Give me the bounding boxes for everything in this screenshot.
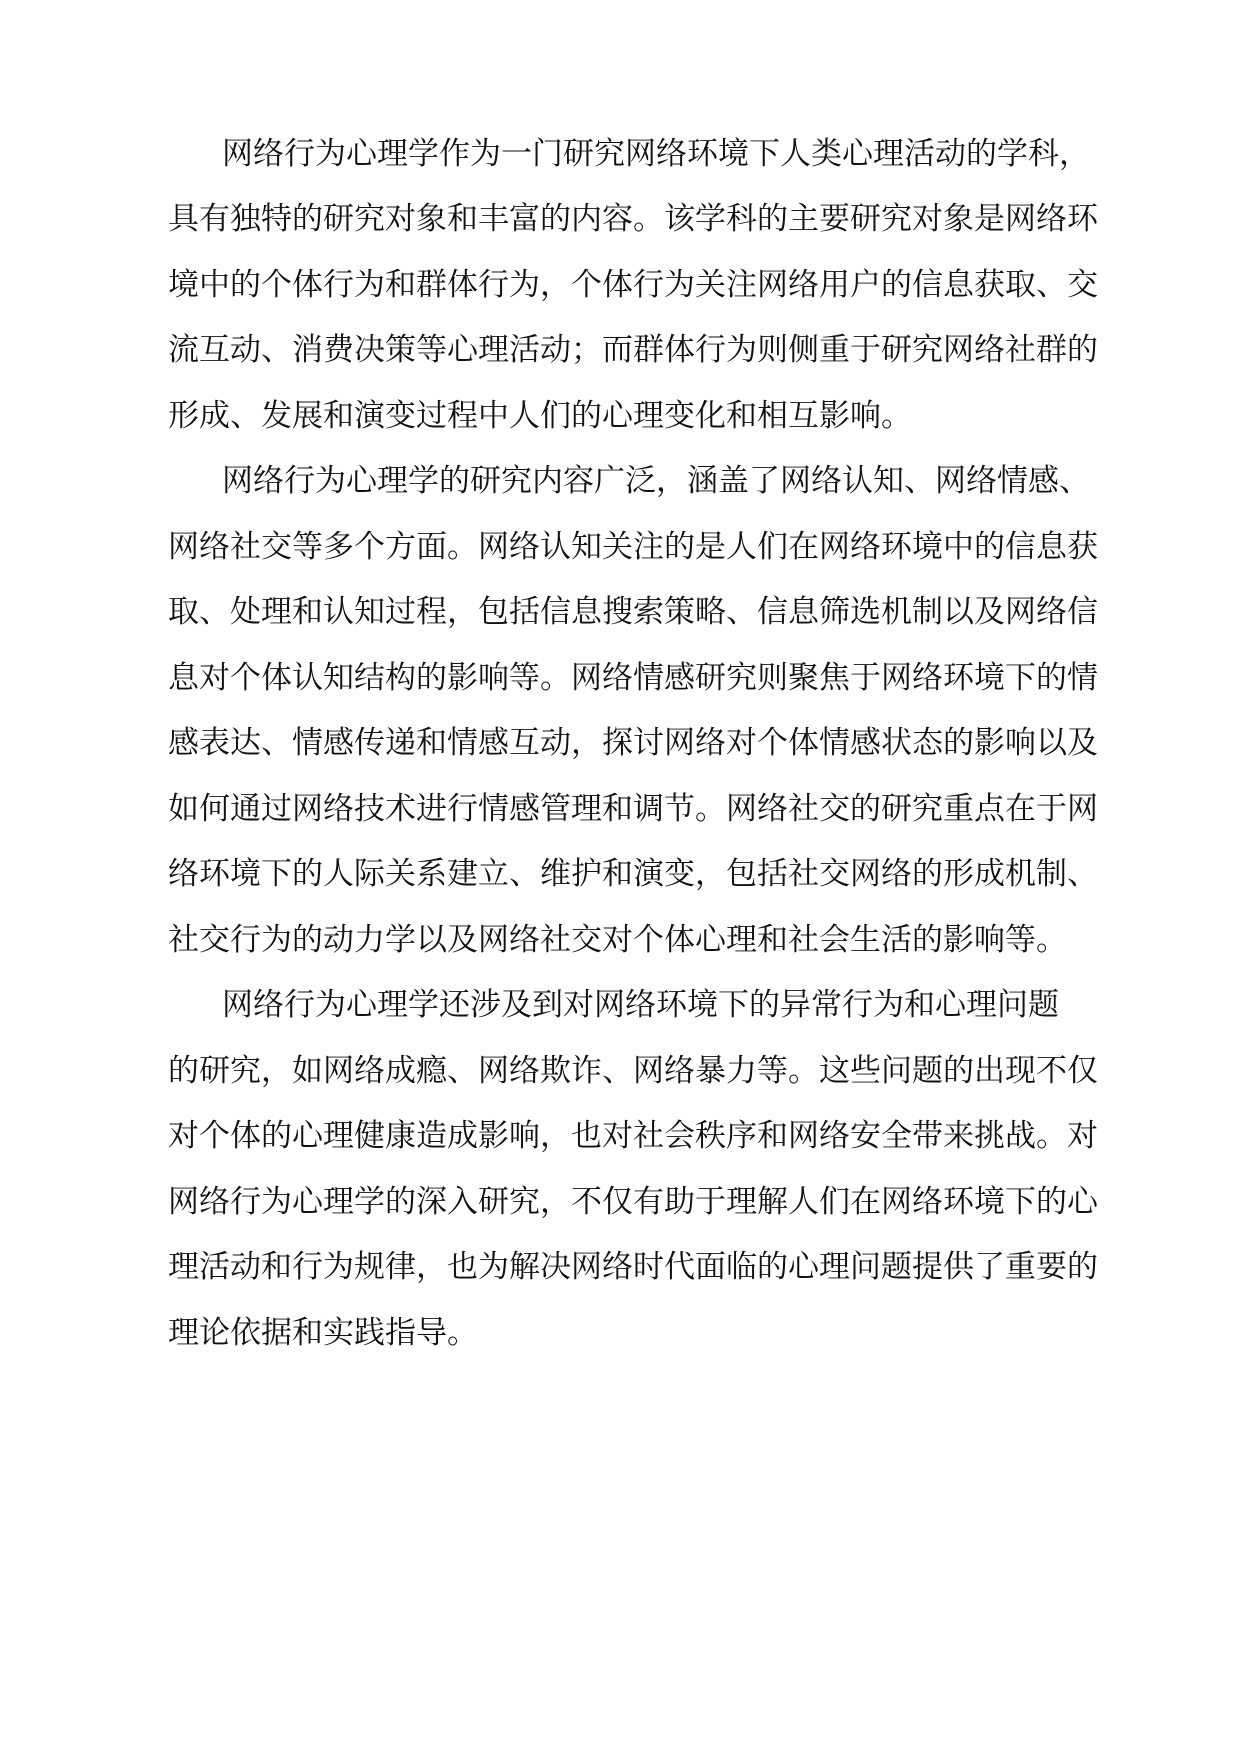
paragraph-3-line-4: 网络行为心理学的深入研究，不仅有助于理解人们在网络环境下的心 — [168, 1184, 1098, 1220]
paragraph-2-line-3: 取、处理和认知过程，包括信息搜索策略、信息筛选机制以及网络信 — [168, 594, 1098, 630]
paragraph-2-line-5: 感表达、情感传递和情感互动，探讨网络对个体情感状态的影响以及 — [168, 725, 1098, 761]
paragraph-3-line-6: 理论依据和实践指导。 — [168, 1315, 478, 1351]
paragraph-1-line-2: 具有独特的研究对象和丰富的内容。该学科的主要研究对象是网络环 — [168, 201, 1098, 237]
paragraph-3-line-1: 网络行为心理学还涉及到对网络环境下的异常行为和心理问题 — [222, 987, 1059, 1023]
paragraph-2-line-1: 网络行为心理学的研究内容广泛，涵盖了网络认知、网络情感、 — [222, 463, 1090, 499]
paragraph-1-line-1: 网络行为心理学作为一门研究网络环境下人类心理活动的学科， — [222, 136, 1090, 172]
paragraph-1-line-5: 形成、发展和演变过程中人们的心理变化和相互影响。 — [168, 398, 912, 434]
paragraph-2-line-2: 网络社交等多个方面。网络认知关注的是人们在网络环境中的信息获 — [168, 529, 1098, 565]
paragraph-2-line-7: 络环境下的人际关系建立、维护和演变，包括社交网络的形成机制、 — [168, 856, 1098, 892]
paragraph-3-line-5: 理活动和行为规律，也为解决网络时代面临的心理问题提供了重要的 — [168, 1249, 1098, 1285]
paragraph-2-line-4: 息对个体认知结构的影响等。网络情感研究则聚焦于网络环境下的情 — [168, 660, 1098, 696]
paragraph-2-line-6: 如何通过网络技术进行情感管理和调节。网络社交的研究重点在于网 — [168, 791, 1098, 827]
paragraph-3-line-2: 的研究，如网络成瘾、网络欺诈、网络暴力等。这些问题的出现不仅 — [168, 1053, 1098, 1089]
paragraph-3-line-3: 对个体的心理健康造成影响，也对社会秩序和网络安全带来挑战。对 — [168, 1118, 1098, 1154]
paragraph-1-line-4: 流互动、消费决策等心理活动；而群体行为则侧重于研究网络社群的 — [168, 332, 1098, 368]
paragraph-2-line-8: 社交行为的动力学以及网络社交对个体心理和社会生活的影响等。 — [168, 922, 1067, 958]
paragraph-1-line-3: 境中的个体行为和群体行为，个体行为关注网络用户的信息获取、交 — [168, 267, 1098, 303]
